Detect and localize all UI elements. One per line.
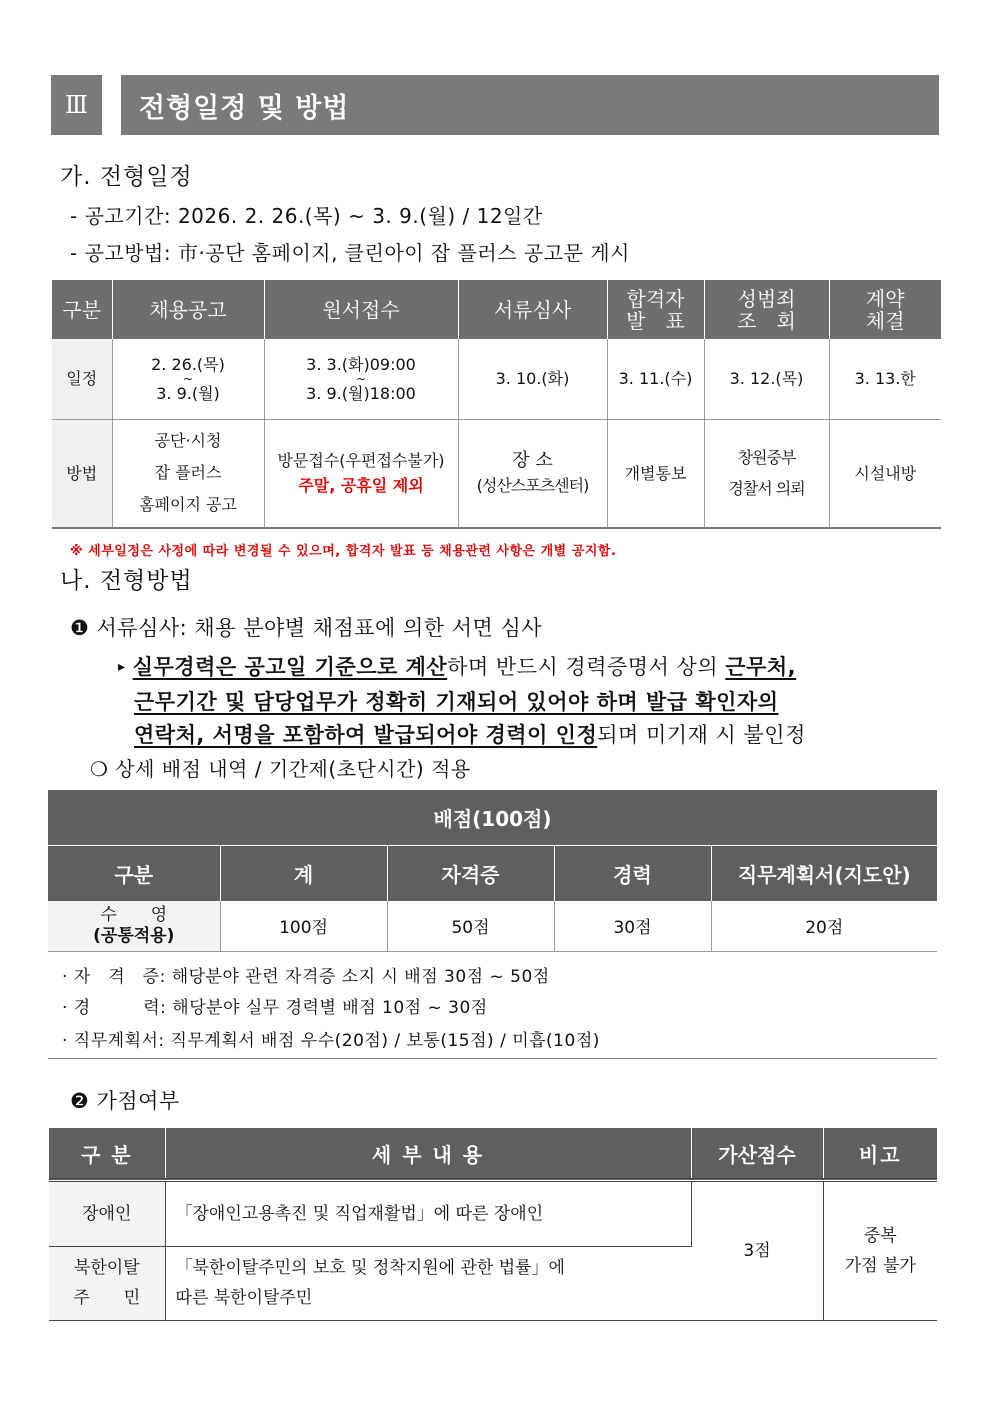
header-cell xyxy=(607,280,704,339)
bonus-remark-line: 중복 xyxy=(863,1225,897,1246)
divider xyxy=(48,1058,937,1059)
method-line: 잡 플러스 xyxy=(154,463,222,483)
document-review-line xyxy=(70,612,542,642)
method-line: 창원중부 xyxy=(737,448,796,468)
date-tilde: ~ xyxy=(182,371,194,386)
header-cell: 서류심사 xyxy=(458,280,607,339)
career-paragraph-line3 xyxy=(134,719,806,749)
header-cell: 경력 xyxy=(554,845,711,901)
section-title: 전형일정 및 방법 xyxy=(121,75,939,135)
bullet-career: · 경 력: 해당분야 실무 경력별 배점 10점 ~ 30점 xyxy=(62,998,488,1018)
date-cell xyxy=(264,339,458,419)
schedule-note: ※ 세부일정은 사정에 따라 변경될 수 있으며, 합격자 발표 등 채용관련 사항은 개별 공지함. xyxy=(70,544,617,559)
career-underlined: 근무처, xyxy=(725,655,797,679)
score-row-label-line: (공통적용) xyxy=(93,925,175,946)
score-title-row xyxy=(48,790,937,845)
method-line: (성산스포츠센터) xyxy=(476,476,589,496)
bonus-remark xyxy=(823,1180,937,1320)
date-line: 3. 3.(화)09:00 xyxy=(306,354,416,374)
schedule-period: - 공고기간: 2026. 2. 26.(목) ~ 3. 9.(월) / 12일간 xyxy=(70,204,543,228)
bonus-row-detail-line: 따른 북한이탈주민 xyxy=(175,1288,313,1308)
method-line: 경찰서 의뢰 xyxy=(728,479,805,499)
arrow-icon: ▸ xyxy=(118,659,126,675)
method-cell xyxy=(112,419,264,528)
row-label: 방법 xyxy=(52,419,112,528)
header-cell xyxy=(704,280,829,339)
header-cell: 직무계획서(지도안) xyxy=(711,845,937,901)
score-cell: 50점 xyxy=(387,901,554,951)
header-line: 발 표 xyxy=(626,308,685,333)
bonus-row-label-line: 주 민 xyxy=(73,1288,141,1308)
header-cell: 구분 xyxy=(48,845,220,901)
section-number: Ⅲ xyxy=(51,75,102,135)
method-heading: 나. 전형방법 xyxy=(60,568,193,594)
method-line: 홈페이지 공고 xyxy=(139,495,237,515)
career-text: 되며 미기재 시 불인정 xyxy=(597,723,806,747)
method-line: 공단·시청 xyxy=(154,431,222,451)
method-cell xyxy=(458,419,607,528)
bonus-points: 3점 xyxy=(691,1180,823,1320)
header-line: 체결 xyxy=(865,308,905,333)
score-cell: 20점 xyxy=(805,918,844,939)
schedule-heading: 가. 전형일정 xyxy=(60,164,193,190)
score-header-row xyxy=(48,845,937,901)
date-line: 3. 9.(월) xyxy=(156,383,220,403)
schedule-method-row xyxy=(52,419,941,528)
date-cell: 3. 12.(목) xyxy=(704,339,829,419)
career-underlined: 근무기간 및 담당업무가 정확히 기재되어 있어야 하며 발급 확인자의 xyxy=(134,690,779,714)
bonus-remark-line: 가점 불가 xyxy=(844,1255,916,1276)
date-cell xyxy=(112,339,264,419)
score-detail-title: 상세 배점 내역 / 기간제(초단시간) 적용 xyxy=(115,757,471,781)
header-cell: 비고 xyxy=(823,1128,937,1180)
header-line: 합격자 xyxy=(626,286,685,311)
career-paragraph-line2 xyxy=(134,686,779,716)
schedule-table xyxy=(52,280,941,529)
bonus-row xyxy=(49,1180,937,1246)
method-line: 방문접수(우편접수불가) xyxy=(277,451,445,471)
method-cell xyxy=(264,419,458,528)
date-cell: 3. 11.(수) xyxy=(607,339,704,419)
score-row xyxy=(48,901,937,951)
circle-icon: ❍ xyxy=(90,757,109,781)
circle-number-2-icon: ❷ xyxy=(70,1089,90,1113)
header-cell: 채용공고 xyxy=(112,280,264,339)
date-line: 3. 9.(월)18:00 xyxy=(306,383,416,403)
bonus-row-detail xyxy=(165,1246,691,1320)
header-cell xyxy=(829,280,941,339)
header-cell: 계 xyxy=(220,845,387,901)
header-cell: 세 부 내 용 xyxy=(165,1128,691,1180)
score-row-label xyxy=(48,901,220,951)
method-line: 장 소 xyxy=(512,450,553,472)
bonus-header-row xyxy=(49,1128,937,1180)
schedule-method: - 공고방법: 市·공단 홈페이지, 클린아이 잡 플러스 공고문 게시 xyxy=(70,241,630,265)
career-paragraph-line1 xyxy=(118,651,796,681)
header-line: 조 회 xyxy=(737,308,796,333)
bonus-row-label: 장애인 xyxy=(49,1180,165,1246)
date-cell: 3. 13.한 xyxy=(829,339,941,419)
score-cell: 100점 xyxy=(220,901,387,951)
bonus-row-detail: 「장애인고용촉진 및 직업재활법」에 따른 장애인 xyxy=(165,1180,691,1246)
method-cell xyxy=(704,419,829,528)
bonus-row-label-line: 북한이탈 xyxy=(73,1258,140,1278)
career-text: 하며 반드시 경력증명서 상의 xyxy=(447,655,726,679)
method-cell: 개별통보 xyxy=(607,419,704,528)
header-line: 성범죄 xyxy=(737,286,796,311)
document-review-title: 서류심사: 채용 분야별 채점표에 의한 서면 심사 xyxy=(96,616,543,640)
method-cell: 시설내방 xyxy=(829,419,941,528)
method-red-note: 주말, 공휴일 제외 xyxy=(298,476,424,496)
circle-number-1-icon: ❶ xyxy=(70,616,90,640)
bonus-table xyxy=(49,1128,937,1321)
bonus-heading: 가점여부 xyxy=(96,1089,180,1113)
career-underlined: 실무경력은 공고일 기준으로 계산 xyxy=(132,655,448,679)
header-line: 계약 xyxy=(865,286,905,311)
schedule-header-row xyxy=(52,280,941,339)
schedule-date-row xyxy=(52,339,941,419)
bullet-certificate: · 자 격 증: 해당분야 관련 자격증 소지 시 배점 30점 ~ 50점 xyxy=(62,967,550,987)
score-table xyxy=(48,790,937,952)
score-detail-line xyxy=(90,753,471,782)
bullet-plan: · 직무계획서: 직무계획서 배점 우수(20점) / 보통(15점) / 미흡(10점) xyxy=(62,1031,600,1051)
bonus-row-detail-line: 「북한이탈주민의 보호 및 정착지원에 관한 법률」에 xyxy=(175,1258,565,1278)
header-cell: 구 분 xyxy=(49,1128,165,1180)
row-label: 일정 xyxy=(52,339,112,419)
date-cell: 3. 10.(화) xyxy=(458,339,607,419)
header-cell: 원서접수 xyxy=(264,280,458,339)
date-tilde: ~ xyxy=(355,371,367,386)
score-cell: 30점 xyxy=(554,901,711,951)
header-cell: 가산점수 xyxy=(691,1128,823,1180)
bonus-heading-line xyxy=(70,1085,180,1115)
date-line: 2. 26.(목) xyxy=(151,354,225,374)
header-cell: 자격증 xyxy=(387,845,554,901)
career-underlined: 연락처, 서명을 포함하여 발급되어야 경력이 인정 xyxy=(134,723,598,747)
score-table-title: 배점(100점) xyxy=(48,790,937,845)
score-row-label-line: 수 영 xyxy=(100,904,168,925)
bonus-row-label xyxy=(49,1246,165,1320)
header-cell: 구분 xyxy=(52,280,112,339)
